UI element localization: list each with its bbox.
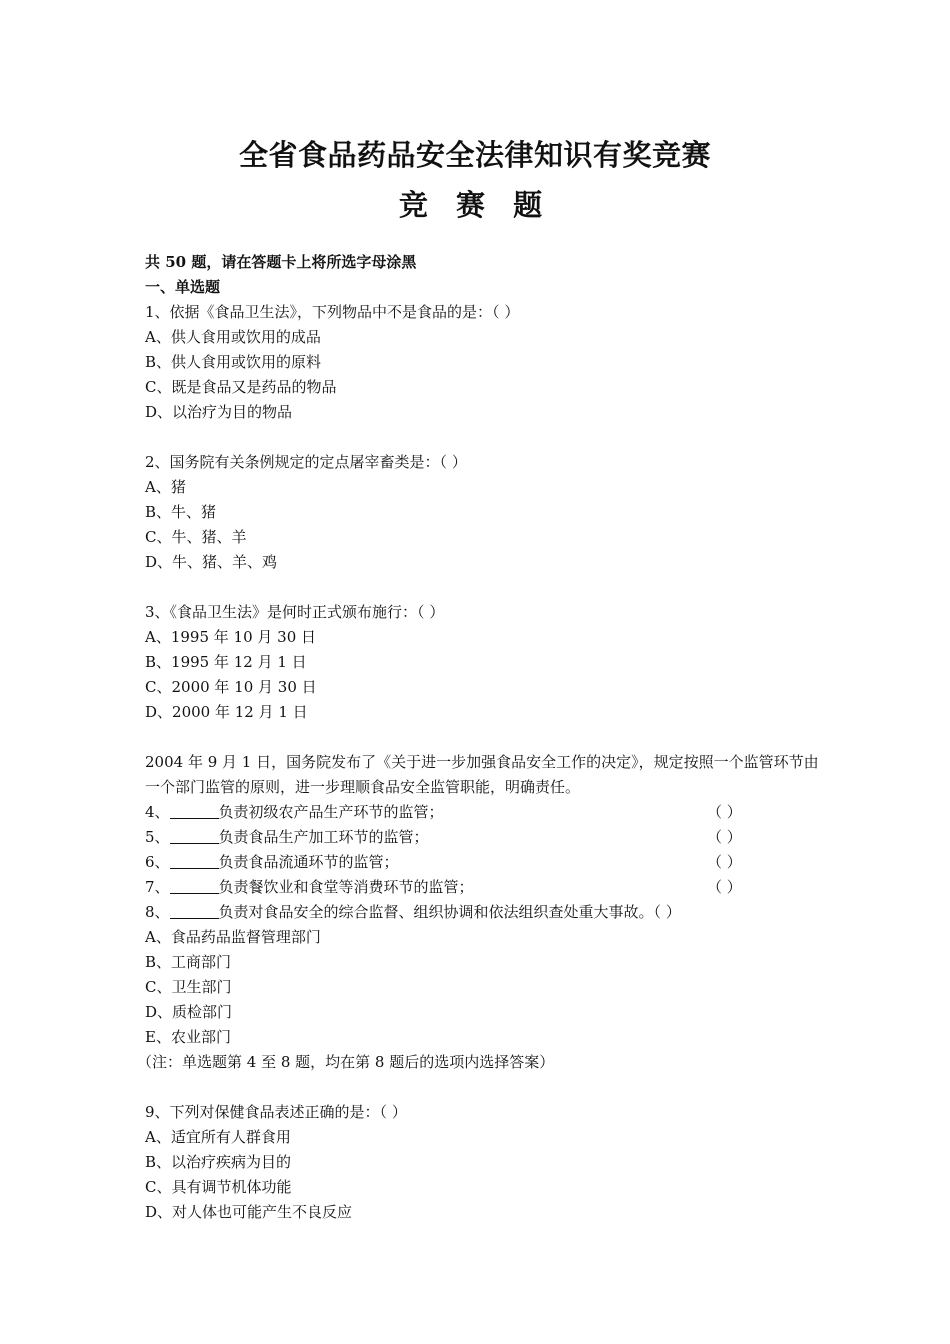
question-4-8-option-d: D、质检部门 <box>145 1003 233 1021</box>
question-3-option-c: C、2000 年 10 月 30 日 <box>145 678 317 696</box>
answer-blank <box>170 853 219 869</box>
question-8-number: 8、 <box>145 903 170 921</box>
question-6-text: 负责食品流通环节的监管； <box>218 853 399 871</box>
question-3-option-d: D、2000 年 12 月 1 日 <box>145 703 308 721</box>
answer-parentheses: （ ） <box>707 828 742 846</box>
question-4-8-option-e: E、农业部门 <box>145 1028 231 1046</box>
question-2-option-d: D、牛、猪、羊、鸡 <box>145 553 278 571</box>
question-9-option-d: D、对人体也可能产生不良反应 <box>145 1203 353 1221</box>
question-3-option-b: B、1995 年 12 月 1 日 <box>145 653 307 671</box>
spacer <box>145 575 825 600</box>
question-4 <box>145 800 825 825</box>
question-2-stem: 2、国务院有关条例规定的定点屠宰畜类是：（ ） <box>145 453 467 471</box>
note-text: （注：单选题第 4 至 8 题，均在第 8 题后的选项内选择答案） <box>137 1053 555 1071</box>
answer-parentheses: （ ） <box>707 803 742 821</box>
section-heading: 一、单选题 <box>145 278 221 296</box>
answer-parentheses: （ ） <box>707 878 742 896</box>
question-4-8-option-c: C、卫生部门 <box>145 978 232 996</box>
page-title: 全省食品药品安全法律知识有奖竞赛 <box>238 138 711 172</box>
question-2-option-c: C、牛、猪、羊 <box>145 528 247 546</box>
question-3-option-a: A、1995 年 10 月 30 日 <box>145 628 317 646</box>
question-1-option-a: A、供人食用或饮用的成品 <box>145 328 321 346</box>
spacer <box>145 725 825 750</box>
question-9-stem: 9、下列对保健食品表述正确的是：（ ） <box>145 1103 407 1121</box>
answer-blank <box>170 903 219 919</box>
instruction-text: 共 50 题，请在答题卡上将所选字母涂黑 <box>145 253 417 271</box>
answer-blank <box>170 828 219 844</box>
question-4-8-option-a: A、食品药品监督管理部门 <box>145 928 321 946</box>
question-1-option-d: D、以治疗为目的物品 <box>145 403 293 421</box>
question-4-number: 4、 <box>145 803 170 821</box>
question-4-8-option-b: B、工商部门 <box>145 953 232 971</box>
question-4-text: 负责初级农产品生产环节的监管； <box>218 803 444 821</box>
question-5 <box>145 825 825 850</box>
question-2-option-b: B、牛、猪 <box>145 503 217 521</box>
question-3-stem: 3、《食品卫生法》是何时正式颁布施行：（ ） <box>145 603 445 621</box>
intro-paragraph: 2004 年 9 月 1 日，国务院发布了《关于进一步加强食品安全工作的决定》，规定按照一个监管环节由一个部门监管的原则，进一步理顺食品安全监管职能，明确责任。 <box>145 753 819 796</box>
spacer <box>145 1075 825 1100</box>
question-1-option-c: C、既是食品又是药品的物品 <box>145 378 337 396</box>
answer-parentheses: （ ） <box>707 853 742 871</box>
page-subtitle: 竞 赛 题 <box>398 188 552 222</box>
question-7 <box>145 875 825 900</box>
question-1-stem: 1、依据《食品卫生法》，下列物品中不是食品的是：（ ） <box>145 303 520 321</box>
answer-blank <box>170 803 219 819</box>
question-6-number: 6、 <box>145 853 170 871</box>
question-7-text: 负责餐饮业和食堂等消费环节的监管； <box>218 878 474 896</box>
question-5-text: 负责食品生产加工环节的监管； <box>218 828 429 846</box>
question-2-option-a: A、猪 <box>145 478 186 496</box>
question-8 <box>145 900 825 925</box>
question-1-option-b: B、供人食用或饮用的原料 <box>145 353 322 371</box>
spacer <box>145 425 825 450</box>
question-9-option-c: C、具有调节机体功能 <box>145 1178 292 1196</box>
question-9-option-b: B、以治疗疾病为目的 <box>145 1153 292 1171</box>
question-5-number: 5、 <box>145 828 170 846</box>
document-body <box>137 250 825 1225</box>
question-9-option-a: A、适宜所有人群食用 <box>145 1128 291 1146</box>
question-8-text: 负责对食品安全的综合监督、组织协调和依法组织查处重大事故。（ ） <box>218 903 681 921</box>
question-6 <box>145 850 825 875</box>
answer-blank <box>170 878 219 894</box>
question-7-number: 7、 <box>145 878 170 896</box>
